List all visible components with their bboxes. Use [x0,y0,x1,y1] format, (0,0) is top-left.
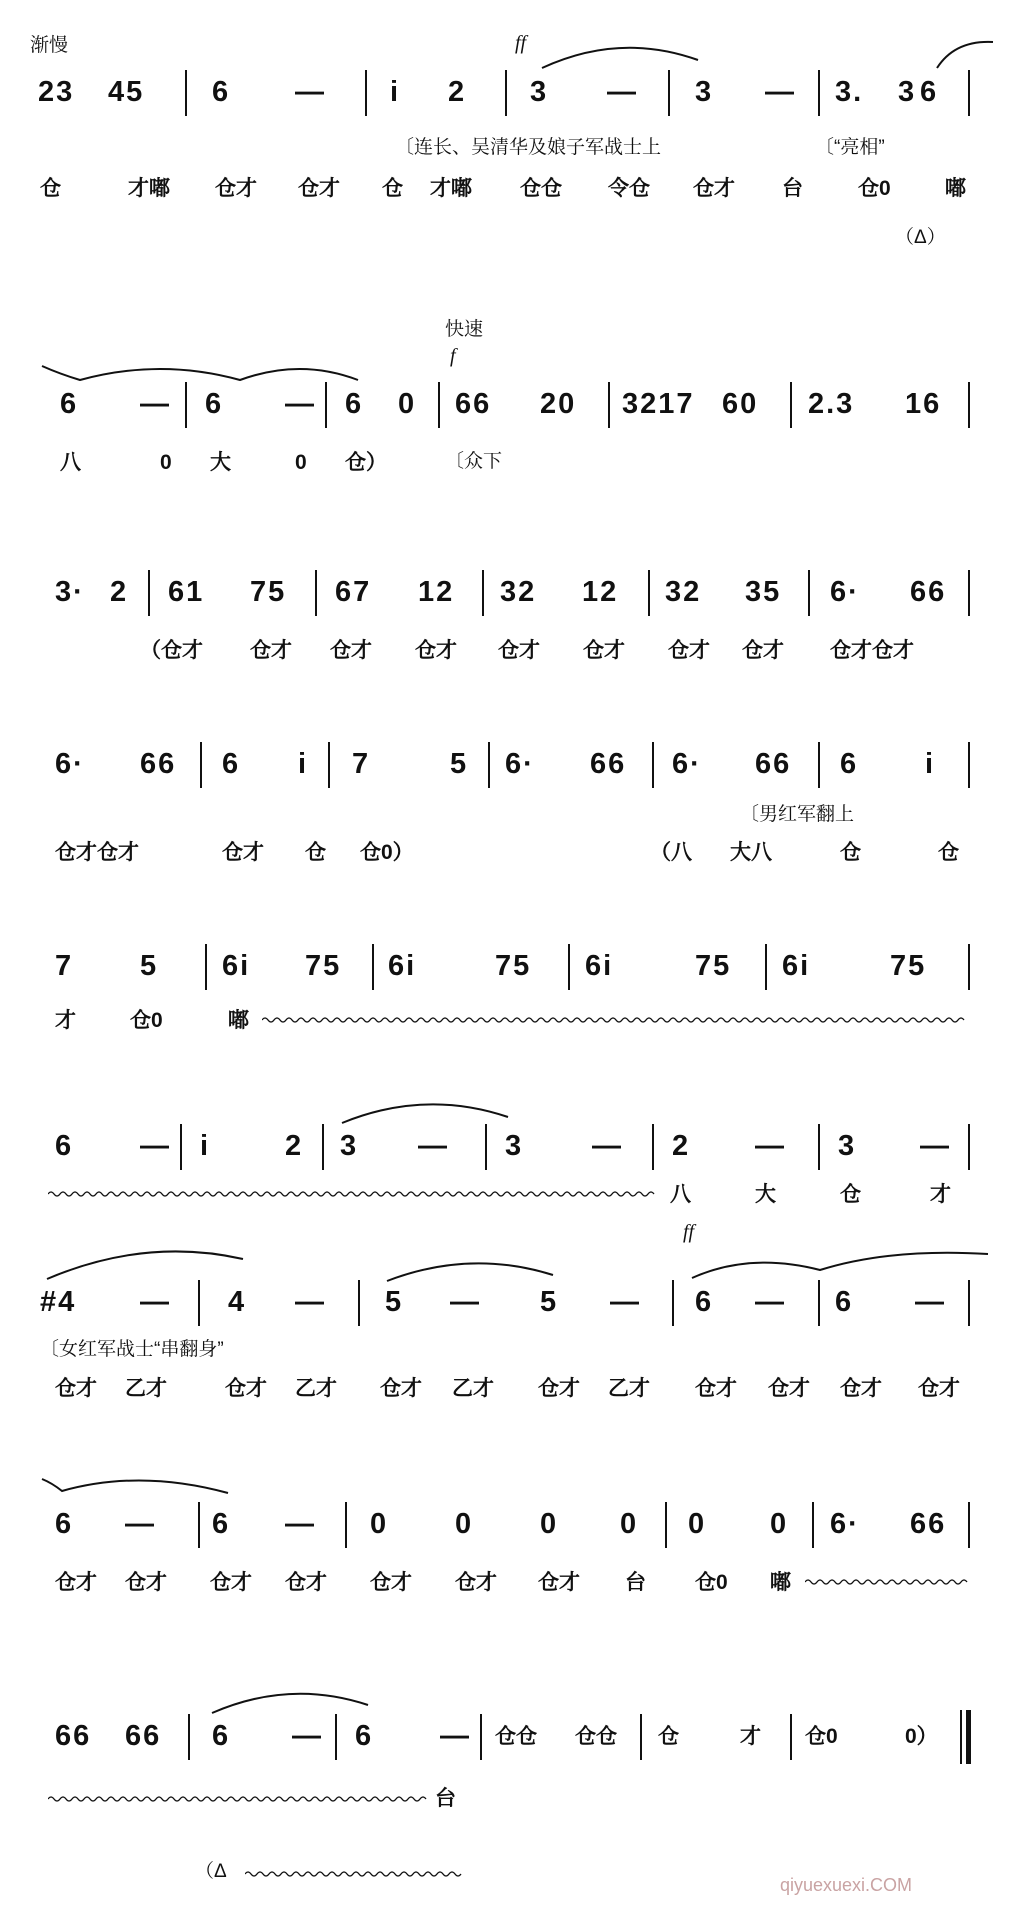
barline [818,1124,820,1170]
note: 6 [920,76,939,108]
note-group: 75 [890,950,927,982]
note: 5 [540,1286,559,1318]
percussion-syllable: 仓才 [298,177,340,200]
percussion-syllable: 0 [160,451,172,474]
note-group: 67 [335,576,372,608]
note: 5 [385,1286,404,1318]
note-group: 6i [782,950,811,982]
percussion-syllable: 嘟 [945,177,966,200]
note: 3 [505,1130,524,1162]
percussion-syllable: 仓才 [918,1377,960,1400]
barline [968,944,970,990]
tremolo-line [262,1016,970,1024]
barline [640,1714,642,1760]
note: i [925,748,936,780]
percussion-syllable: 0 [295,451,307,474]
note: 5 [450,748,469,780]
note: 6· [55,748,85,780]
stage-direction: 〔众下 [445,451,503,472]
note: 6 [212,1720,231,1752]
barline [652,1124,654,1170]
percussion-syllable: 仓 [658,1725,679,1748]
percussion-syllable: 仓才 [538,1377,580,1400]
tremolo-line [48,1190,660,1198]
barline [790,382,792,428]
percussion-syllable: 八 [60,451,81,474]
stage-direction: 〔女红军战士“串翻身” [40,1339,224,1360]
note-dash: — [755,1286,786,1318]
barline [438,382,440,428]
note-group: 75 [250,576,287,608]
slur [340,1095,510,1125]
percussion-syllable: 仓0 [858,177,891,200]
note: 2 [448,76,467,108]
note: 6 [355,1720,374,1752]
percussion-syllable: 乙才 [125,1377,167,1400]
note-group: 60 [722,388,759,420]
note-group: 75 [305,950,342,982]
percussion-syllable: 仓才 [695,1377,737,1400]
note-group: 66 [910,576,947,608]
note-group: 6i [388,950,417,982]
percussion-syllable: 仓才 [538,1571,580,1594]
note: 6 [695,1286,714,1318]
note: 0 [398,388,417,420]
barline [358,1280,360,1326]
percussion-syllable: 八 [670,1183,691,1206]
barline [325,382,327,428]
note: 6 [55,1130,74,1162]
percussion-syllable: 仓才 [370,1571,412,1594]
note-group: 45 [108,76,145,108]
note: 3· [55,576,85,608]
percussion-syllable: 大八 [730,841,772,864]
percussion-syllable: 仓才 [250,639,292,662]
note-group: 75 [495,950,532,982]
barline [790,1714,792,1760]
percussion-syllable: 仓 [840,841,861,864]
slur [45,1245,245,1285]
note: 6 [222,748,241,780]
note-group: 12 [582,576,619,608]
barline [968,1124,970,1170]
barline [180,1124,182,1170]
barline [328,742,330,788]
barline [485,1124,487,1170]
note: 3 [838,1130,857,1162]
note: 2 [285,1130,304,1162]
percussion-syllable: 仓0） [360,841,414,864]
barline [372,944,374,990]
note: 0 [370,1508,389,1540]
percussion-syllable: 才 [55,1009,76,1032]
barline [505,70,507,116]
barline [812,1502,814,1548]
note-group: 61 [168,576,205,608]
percussion-syllable: 嘟 [228,1009,249,1032]
note-dash: — [285,388,316,420]
barline [365,70,367,116]
note-dash: — [418,1130,449,1162]
tremolo-line [48,1795,428,1803]
note-dash: — [440,1720,471,1752]
barline [315,570,317,616]
note-dash: — [285,1508,316,1540]
note-group: 6i [222,950,251,982]
note: i [200,1130,211,1162]
note-dash: — [765,76,796,108]
final-barline-thick [966,1710,971,1764]
percussion-syllable: 令仓 [608,177,650,200]
percussion-syllable: 0） [905,1725,938,1748]
barline [345,1502,347,1548]
percussion-syllable: 大 [210,451,231,474]
note-group: 23 [38,76,75,108]
percussion-syllable: 仓 [305,841,326,864]
slur [210,1685,370,1715]
note: 6 [212,1508,231,1540]
barline [335,1714,337,1760]
barline [482,570,484,616]
barline [480,1714,482,1760]
percussion-syllable: （仓才 [140,639,203,662]
percussion-syllable: 仓） [345,451,387,474]
percussion-syllable: 大 [755,1183,776,1206]
note-group: 20 [540,388,577,420]
note-group: 32 [500,576,537,608]
barline [652,742,654,788]
watermark: qiyuexuexi.COM [780,1875,913,1895]
note-dash: — [592,1130,623,1162]
barline [488,742,490,788]
note: 6 [212,76,231,108]
note-dash: — [607,76,638,108]
percussion-syllable: 乙才 [295,1377,337,1400]
note: 3 [695,76,714,108]
note-group: 2.3 [808,388,855,420]
percussion-syllable: 仓才 [668,639,710,662]
barline [205,944,207,990]
note-group: 66 [140,748,177,780]
slur [935,38,995,78]
barline [808,570,810,616]
percussion-syllable: 仓才 [125,1571,167,1594]
percussion-syllable: （八 [650,841,692,864]
percussion-syllable: 才 [930,1183,951,1206]
percussion-syllable: 才嘟 [430,177,472,200]
note: 3. [835,76,864,108]
note: 6 [205,388,224,420]
stage-direction: 〔男红军翻上 [740,804,855,825]
note-group: 6i [585,950,614,982]
barline [148,570,150,616]
percussion-syllable: 仓才 [55,1377,97,1400]
note-dash: — [915,1286,946,1318]
barline [968,742,970,788]
barline [668,70,670,116]
note: 3 [530,76,549,108]
note-group: 66 [125,1720,162,1752]
note: 5 [140,950,159,982]
percussion-syllable: 仓 [382,177,403,200]
percussion-syllable: 仓才 [215,177,257,200]
percussion-syllable: 仓0 [805,1725,838,1748]
note: 0 [770,1508,789,1540]
barline [968,70,970,116]
percussion-syllable: 台 [435,1787,456,1810]
note: 4 [228,1286,247,1318]
percussion-syllable: 仓仓 [495,1725,537,1748]
percussion-syllable: 仓仓 [520,177,562,200]
note-group: 12 [418,576,455,608]
note: 6 [835,1286,854,1318]
percussion-syllable: 仓才 [693,177,735,200]
note: i [390,76,401,108]
fermata-note: （Δ） [895,227,946,248]
note: 0 [455,1508,474,1540]
note: 0 [688,1508,707,1540]
note-group: 3217 [622,388,695,420]
percussion-syllable: 仓才 [330,639,372,662]
percussion-syllable: 仓才 [768,1377,810,1400]
barline [672,1280,674,1326]
note-group: 32 [665,576,702,608]
barline [568,944,570,990]
barline [665,1502,667,1548]
note-dash: — [450,1286,481,1318]
note: 6· [830,1508,860,1540]
note: 6· [830,576,860,608]
percussion-syllable: 台 [625,1571,646,1594]
barline [818,742,820,788]
barline [968,382,970,428]
percussion-syllable: 仓才 [455,1571,497,1594]
percussion-syllable: 仓0 [695,1571,728,1594]
percussion-syllable: 仓才 [285,1571,327,1594]
percussion-syllable: 仓 [938,841,959,864]
note-dash: — [292,1720,323,1752]
percussion-syllable: 乙才 [452,1377,494,1400]
note-group: 66 [455,388,492,420]
percussion-syllable: 嘟 [770,1571,791,1594]
percussion-syllable: 仓才 [415,639,457,662]
barline [818,1280,820,1326]
percussion-syllable: 仓 [40,177,61,200]
note: 6· [672,748,702,780]
stage-direction: 〔连长、吴清华及娘子军战士上 [395,137,662,158]
note: 0 [620,1508,639,1540]
barline [968,1280,970,1326]
note-group: 66 [755,748,792,780]
note: 6 [60,388,79,420]
percussion-syllable: 才嘟 [128,177,170,200]
barline [648,570,650,616]
tempo-marking: 快速 [445,319,484,340]
note-dash: — [295,76,326,108]
note: 6 [840,748,859,780]
note: 2 [672,1130,691,1162]
barline [818,70,820,116]
slur [540,40,700,70]
note: i [298,748,309,780]
percussion-syllable: 仓才 [742,639,784,662]
note-group: 16 [905,388,942,420]
note-dash: — [755,1130,786,1162]
stage-direction: 〔“亮相” [815,137,885,158]
percussion-syllable: 才 [740,1725,761,1748]
barline [185,70,187,116]
barline [968,570,970,616]
barline [198,1280,200,1326]
note: 7 [55,950,74,982]
note-group: 66 [910,1508,947,1540]
percussion-syllable: 仓才 [225,1377,267,1400]
tremolo-line [245,1870,465,1878]
note: 6 [345,388,364,420]
percussion-syllable: 仓才 [222,841,264,864]
tremolo-line [805,1578,970,1586]
dynamic-marking: f [450,345,456,367]
note: #4 [40,1286,77,1318]
note: 3 [898,76,917,108]
barline [765,944,767,990]
note: 0 [540,1508,559,1540]
barline [200,742,202,788]
note-group: 66 [55,1720,92,1752]
barline [185,382,187,428]
note-group: 66 [590,748,627,780]
percussion-syllable: 仓才仓才 [55,841,139,864]
percussion-syllable: 仓才 [498,639,540,662]
barline [968,1502,970,1548]
note: 7 [352,748,371,780]
final-barline-thin [960,1710,962,1764]
barline [322,1124,324,1170]
note: 3 [340,1130,359,1162]
percussion-syllable: 台 [782,177,803,200]
barline [198,1502,200,1548]
note: 2 [110,576,129,608]
note: 6· [505,748,535,780]
percussion-syllable: 仓0 [130,1009,163,1032]
note-dash: — [920,1130,951,1162]
percussion-syllable: 乙才 [608,1377,650,1400]
percussion-syllable: 仓才 [210,1571,252,1594]
fermata-note: （Δ [195,1861,227,1882]
percussion-syllable: 仓才 [583,639,625,662]
percussion-syllable: 仓才 [380,1377,422,1400]
note-dash: — [610,1286,641,1318]
note-group: 35 [745,576,782,608]
note: 6 [55,1508,74,1540]
percussion-syllable: 仓才 [55,1571,97,1594]
barline [608,382,610,428]
note-group: 75 [695,950,732,982]
slur [40,1475,230,1505]
percussion-syllable: 仓才仓才 [830,639,914,662]
percussion-syllable: 仓 [840,1183,861,1206]
percussion-syllable: 仓才 [840,1377,882,1400]
slur [690,1250,990,1280]
slur [385,1255,555,1285]
dynamic-marking: ff [515,32,527,54]
note-dash: — [295,1286,326,1318]
note-dash: — [140,1130,171,1162]
tempo-marking: 渐慢 [30,35,69,56]
dynamic-marking: ff [683,1221,695,1243]
note-dash: — [140,1286,171,1318]
slur [40,360,360,390]
note-dash: — [125,1508,156,1540]
barline [188,1714,190,1760]
note-dash: — [140,388,171,420]
percussion-syllable: 仓仓 [575,1725,617,1748]
